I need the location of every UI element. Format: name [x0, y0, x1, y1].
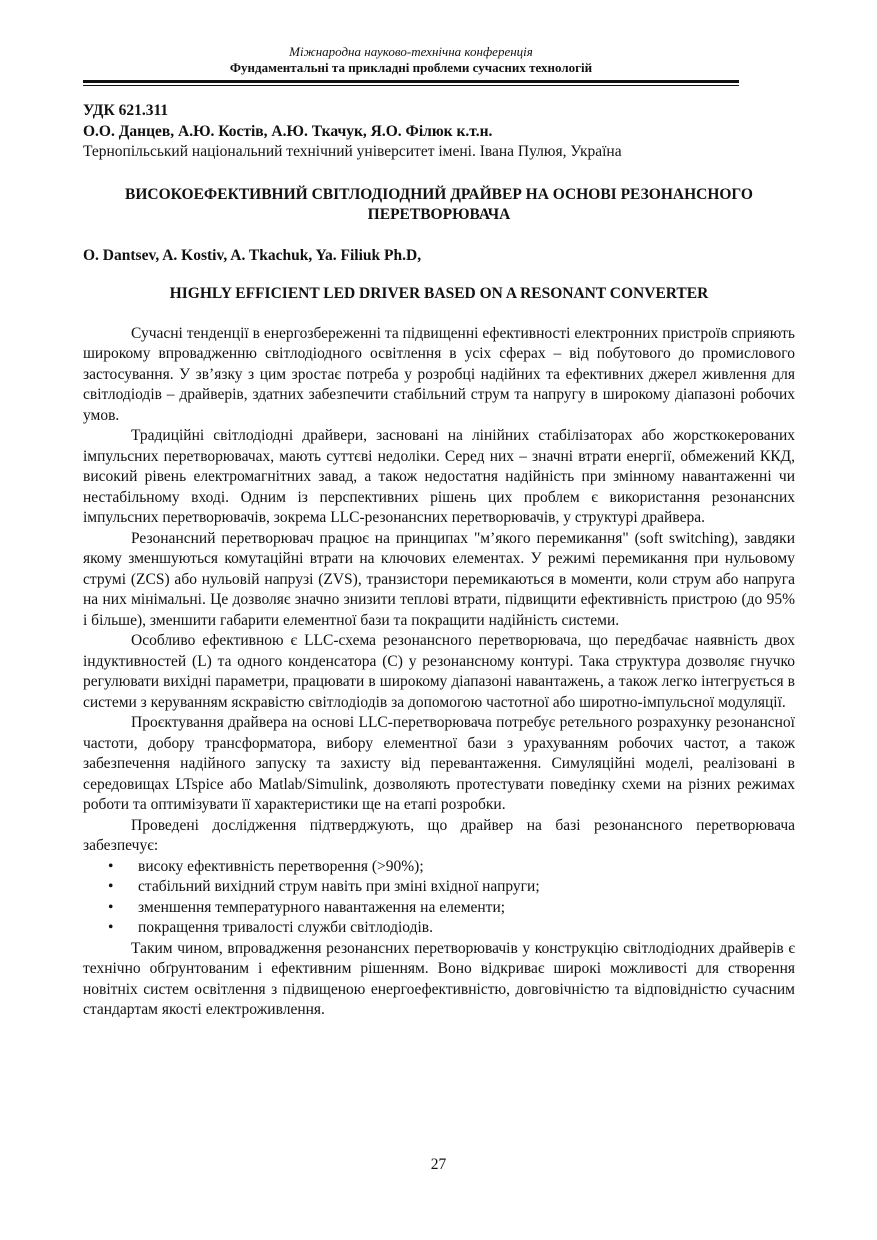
article-title-ukrainian: ВИСОКОЕФЕКТИВНИЙ СВІТЛОДІОДНИЙ ДРАЙВЕР НА ОСНОВІ РЕЗОНАНСНОГО ПЕРЕТВОРЮВАЧА	[125, 185, 753, 223]
list-item: • високу ефективність перетворення (>90%);	[83, 857, 795, 878]
conclusion-paragraph: Таким чином, впровадження резонансних перетворювачів у конструкцію світлодіодних драйверів є технічно обґрунтованим і ефективним рішенням. Воно відкриває широкі можливості для створення новітніх систем освітлення з підвищеною енергоефективністю, довговічністю та відповідністю сучасним стандартам якості електроживлення.	[83, 939, 795, 1018]
header-rule-thick	[83, 80, 739, 83]
header-rule-thin	[83, 85, 739, 86]
paragraph: Сучасні тенденції в енергозбереженні та підвищенні ефективності електронних пристроїв сприяють широкому впровадженню світлодіодного освітлення в усіх сферах – від побутового до промислового застосування. У зв’язку з цим зростає потреба у розробці надійних та ефективних джерел живлення для світлодіодів – драйверів, здатних забезпечити стабільний струм та напругу в широкому діапазоні робочих умов.	[83, 324, 795, 424]
authors-english: O. Dantsev, A. Kostiv, A. Tkachuk, Ya. Filiuk Ph.D,	[83, 246, 422, 264]
paragraph: Резонансний перетворювач працює на принципах "м’якого перемикання" (soft switching), завдяки якому зменшуються комутаційні втрати на ключових елементах. У режимі перемикання при нульовому струмі (ZCS) або нульовій напрузі (ZVS), транзистори перемикаються в моменти, коли струм або напруга на них мінімальні. Це дозволяє значно знизити теплові втрати, підвищити ефективність пристрою (до 95% і більше), зменшити габарити елементної бази та покращити надійність системи.	[83, 529, 795, 629]
udc-code: УДК 621.311	[83, 102, 169, 119]
paragraph: Особливо ефективною є LLC-схема резонансного перетворювача, що передбачає наявність двох індуктивностей (L) та одного конденсатора (C) у резонансному контурі. Така структура дозволяє гнучко регулювати вихідні параметри, працювати в широкому діапазоні навантажень, а також легко інтегрується в системи з керуванням яскравістю світлодіодів за допомогою частотної або широтно-імпульсної модуляції.	[83, 632, 795, 711]
article-body	[83, 324, 795, 1021]
conference-subtitle: Фундаментальні та прикладні проблеми сучасних технологій	[229, 60, 593, 75]
affiliation: Тернопільський національний технічний університет імені. Івана Пулюя, Україна	[83, 143, 622, 160]
article	[83, 101, 795, 1021]
article-title-english: HIGHLY EFFICIENT LED DRIVER BASED ON A RESONANT CONVERTER	[169, 285, 709, 302]
page-header	[83, 44, 739, 76]
paragraph: Проведені дослідження підтверджують, що драйвер на базі резонансного перетворювача забезпечує:	[83, 816, 795, 854]
page-number: 27	[430, 1156, 447, 1173]
conference-name: Міжнародна науково-технічна конференція	[289, 44, 533, 59]
list-item: • зменшення температурного навантаження на елементи;	[83, 898, 795, 919]
paragraph: Проєктування драйвера на основі LLC-перетворювача потребує ретельного розрахунку резонансної частоти, добору трансформатора, вибору елементної бази з урахуванням робочих частот, а також забезпечення надійного запуску та захисту від перевантаження. Симуляційні моделі, реалізовані в середовищах LTspice або Matlab/Simulink, дозволяють протестувати поведінку схеми на різних режимах роботи та оптимізувати її характеристики ще на етапі розробки.	[83, 714, 795, 813]
list-item: • покращення тривалості служби світлодіодів.	[83, 918, 795, 939]
results-list	[83, 857, 795, 939]
paragraph: Традиційні світлодіодні драйвери, засновані на лінійних стабілізаторах або жорсткокерованих імпульсних перетворювачах, мають суттєві недоліки. Серед них – значні втрати енергії, обмежений ККД, високий рівень електромагнітних завад, а також недостатня надійність при змінному навантаженні чи нестабільному вході. Одним із перспективних рішень цих проблем є використання резонансних імпульсних перетворювачів, зокрема LLC-резонансних перетворювачів, у структурі драйвера.	[83, 427, 795, 526]
list-item: • стабільний вихідний струм навіть при зміні вхідної напруги;	[83, 877, 795, 898]
authors-ukrainian: О.О. Данцев, А.Ю. Костів, А.Ю. Ткачук, Я.О. Філюк к.т.н.	[83, 122, 493, 140]
